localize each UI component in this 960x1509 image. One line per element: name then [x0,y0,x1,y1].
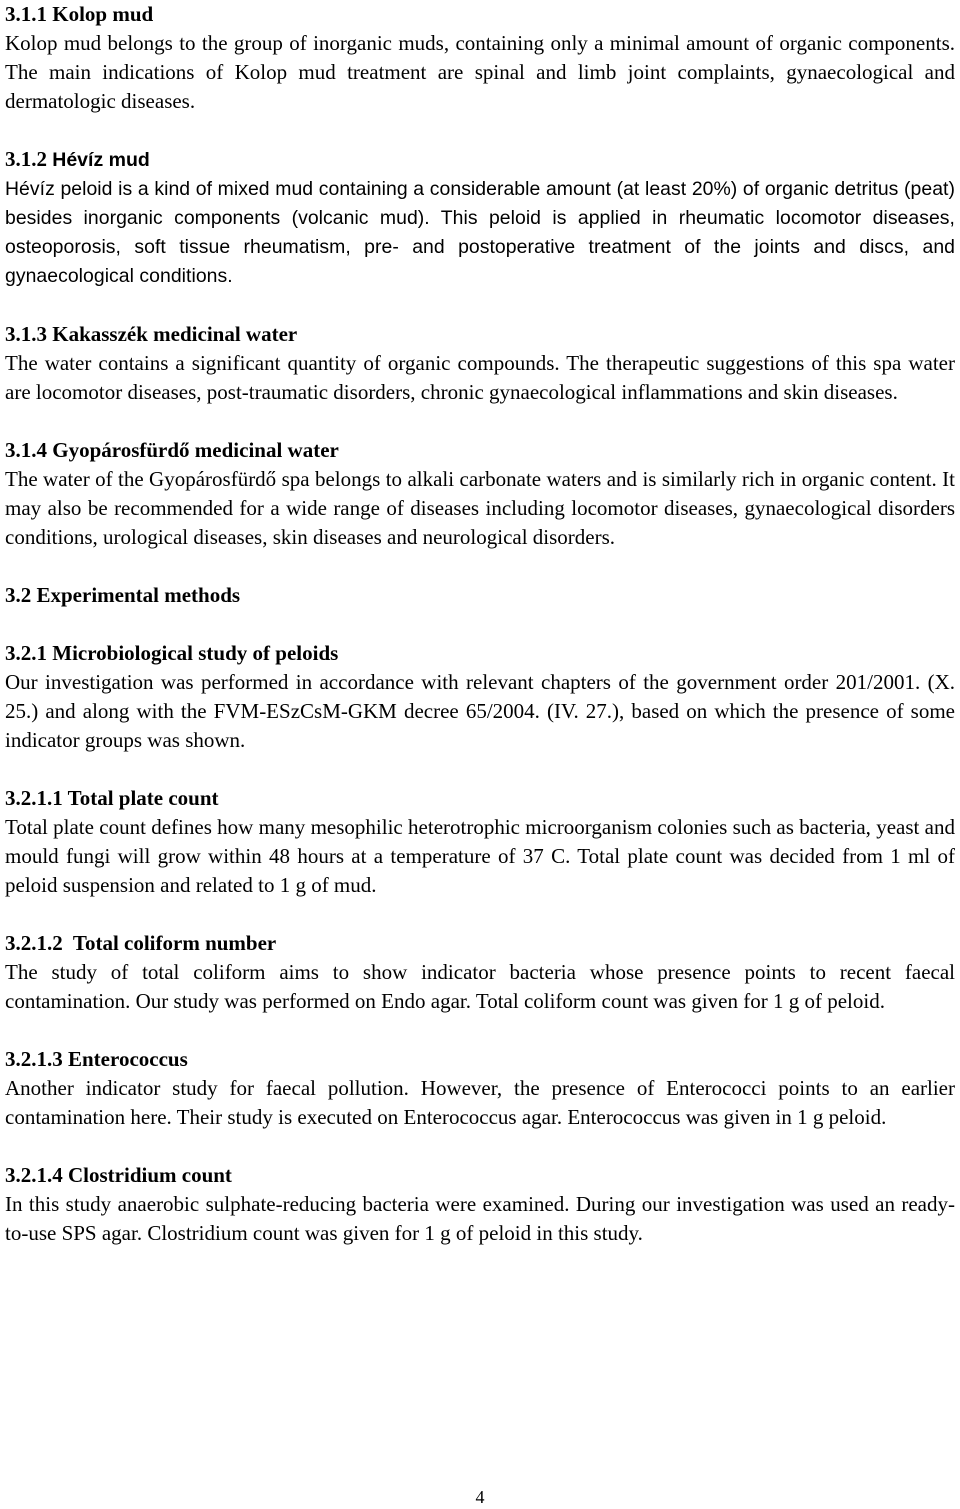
section-heading [5,320,955,349]
section-body: Hévíz peloid is a kind of mixed mud containing a considerable amount (at least 20%) of organic detritus (peat) besides inorganic components (volcanic mud). This peloid is applied in rheumatic locomotor diseases, osteoporosis, soft tissue rheumatism, pre- and postoperative treatment of the joints and discs, and gynaecological conditions. [5,178,955,287]
section-experimental-methods [5,581,955,610]
section-gyoparosfurdo-water [5,436,955,552]
section-total-coliform-number [5,929,955,1016]
section-enterococcus [5,1045,955,1132]
section-clostridium-count [5,1161,955,1248]
section-heading: 3.2.1.3 Enterococcus [5,1047,188,1071]
section-body: The water contains a significant quantity of organic compounds. The therapeutic suggestions of this spa water are locomotor diseases, post-traumatic disorders, chronic gynaecological inflammations and skin diseases. [5,351,955,404]
section-body: The study of total coliform aims to show indicator bacteria whose presence points to recent faecal contamination. Our study was performed on Endo agar. Total coliform count was given for 1 g of peloid. [5,960,955,1013]
page-number: 4 [475,1487,485,1507]
section-body: Kolop mud belongs to the group of inorganic muds, containing only a minimal amount of organic components. The main indications of Kolop mud treatment are spinal and limb joint complaints, gynaecological and dermatologic diseases. [5,31,955,113]
section-heading: 3.2.1 Microbiological study of peloids [5,641,339,665]
section-body: Total plate count defines how many mesophilic heterotrophic microorganism colonies such as bacteria, yeast and mould fungi will grow within 48 hours at a temperature of 37 C. Total plate count was decided from 1 ml of peloid suspension and related to 1 g of mud. [5,815,955,897]
section-heading: 3.2.1.4 Clostridium count [5,1163,232,1187]
section-kakasszek-water [5,320,955,407]
section-microbiological-study [5,639,955,755]
section-kolop-mud [5,0,955,116]
section-heading: 3.2.1.2 Total coliform number [5,931,277,955]
section-heading [5,145,955,175]
section-body: Another indicator study for faecal pollution. However, the presence of Enterococci points to an earlier contamination here. Their study is executed on Enterococcus agar. Enterococcus was given in 1 g peloid. [5,1076,955,1129]
section-heading: 3.2.1.1 Total plate count [5,786,219,810]
document-page [5,0,955,1277]
section-number: 3.1.2 [5,147,47,171]
section-title: Hévíz mud [52,149,150,171]
section-heading: 3.2 Experimental methods [5,583,241,607]
section-heviz-mud [5,145,955,291]
section-body: The water of the Gyopárosfürdő spa belongs to alkali carbonate waters and is similarly rich in organic content. It may also be recommended for a wide range of diseases including locomotor diseases, gynaecological disorders conditions, urological diseases, skin diseases and neurological disorders. [5,467,955,549]
section-body: In this study anaerobic sulphate-reducing bacteria were examined. During our investigation was used an ready-to-use SPS agar. Clostridium count was given for 1 g of peloid in this study. [5,1192,955,1245]
section-body: Our investigation was performed in accordance with relevant chapters of the government order 201/2001. (X. 25.) and along with the FVM-ESzCsM-GKM decree 65/2004. (IV. 27.), based on which the presence of some indicator groups was shown. [5,670,955,752]
section-total-plate-count [5,784,955,900]
section-number: 3.1.3 [5,322,47,346]
section-heading: 3.1.4 Gyopárosfürdő medicinal water [5,438,339,462]
section-heading: 3.1.1 Kolop mud [5,2,154,26]
section-title: Kakasszék medicinal water [52,322,298,346]
